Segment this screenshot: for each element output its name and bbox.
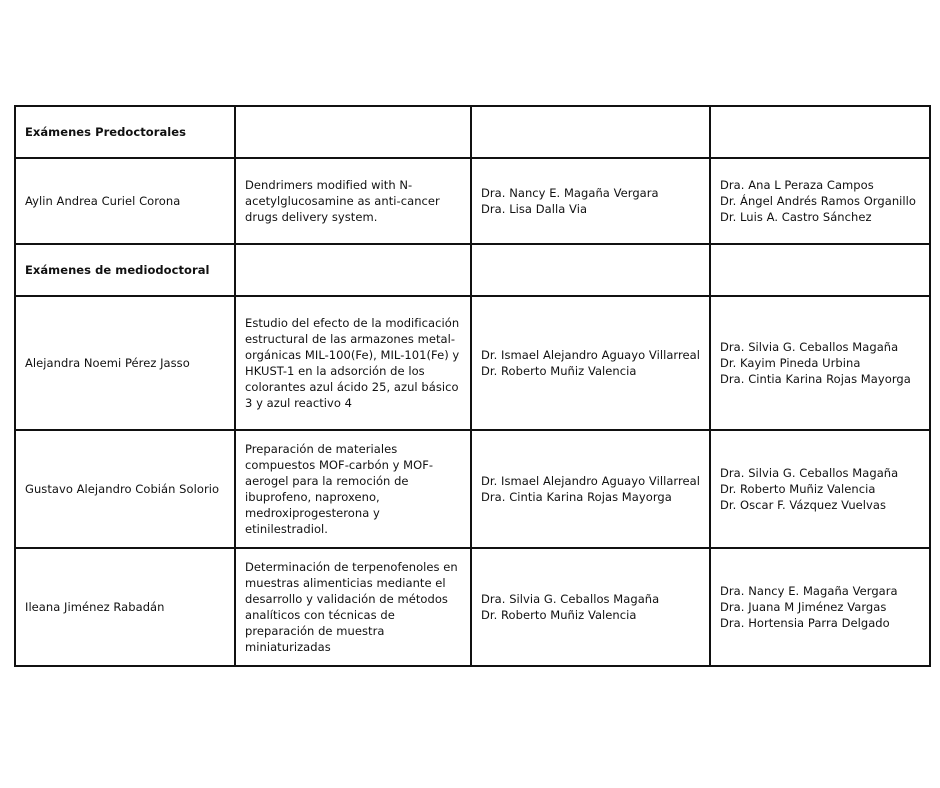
committee-cell [710,548,930,666]
committee-member: Dra. Juana M Jiménez Vargas [720,600,887,614]
committee-member: Dr. Ángel Andrés Ramos Organillo [720,194,916,208]
director-name: Dr. Roberto Muñiz Valencia [481,364,637,378]
director-name: Dra. Cintia Karina Rojas Mayorga [481,490,672,504]
section-heading: Exámenes de mediodoctoral [25,263,210,277]
empty-cell [710,106,930,158]
student-name: Aylin Andrea Curiel Corona [15,158,235,244]
student-name: Ileana Jiménez Rabadán [15,548,235,666]
directors-cell [471,430,710,548]
student-name: Alejandra Noemi Pérez Jasso [15,296,235,430]
section-heading-cell [15,244,235,296]
section-heading-cell [15,106,235,158]
director-name: Dr. Ismael Alejandro Aguayo Villarreal [481,348,700,362]
section-heading: Exámenes Predoctorales [25,125,187,139]
director-name: Dr. Ismael Alejandro Aguayo Villarreal [481,474,700,488]
empty-cell [235,106,471,158]
thesis-title: Dendrimers modified with N-acetylglucosamine as anti-cancer drugs delivery system. [235,158,471,244]
thesis-title: Preparación de materiales compuestos MOF-carbón y MOF-aerogel para la remoción de ibuprofeno, naproxeno, medroxiprogesterona y etinilestradiol. [235,430,471,548]
committee-member: Dr. Roberto Muñiz Valencia [720,482,876,496]
director-name: Dra. Lisa Dalla Via [481,202,588,216]
committee-member: Dra. Cintia Karina Rojas Mayorga [720,372,911,386]
section-row-mediodoctoral [15,244,930,296]
section-row-predoctorales [15,106,930,158]
committee-cell [710,296,930,430]
committee-member: Dra. Silvia G. Ceballos Magaña [720,340,899,354]
directors-cell [471,548,710,666]
committee-member: Dra. Silvia G. Ceballos Magaña [720,466,899,480]
committee-member: Dra. Ana L Peraza Campos [720,178,874,192]
empty-cell [235,244,471,296]
director-name: Dra. Silvia G. Ceballos Magaña [481,592,660,606]
committee-member: Dr. Oscar F. Vázquez Vuelvas [720,498,887,512]
committee-member: Dr. Luis A. Castro Sánchez [720,210,872,224]
directors-cell [471,158,710,244]
table-row [15,158,930,244]
table-row [15,548,930,666]
thesis-title: Estudio del efecto de la modificación estructural de las armazones metal-orgánicas MIL-100(Fe), MIL-101(Fe) y HKUST-1 en la adsorción de los colorantes azul ácido 25, azul básico 3 y azul reactivo 4 [235,296,471,430]
student-name: Gustavo Alejandro Cobián Solorio [15,430,235,548]
table-row [15,430,930,548]
committee-cell [710,430,930,548]
committee-member: Dra. Hortensia Parra Delgado [720,616,890,630]
directors-cell [471,296,710,430]
empty-cell [710,244,930,296]
empty-cell [471,244,710,296]
table-row [15,296,930,430]
committee-member: Dra. Nancy E. Magaña Vergara [720,584,898,598]
exams-table [14,105,931,667]
committee-cell [710,158,930,244]
director-name: Dr. Roberto Muñiz Valencia [481,608,637,622]
thesis-title: Determinación de terpenofenoles en muestras alimenticias mediante el desarrollo y validación de métodos analíticos con técnicas de preparación de muestra miniaturizadas [235,548,471,666]
director-name: Dra. Nancy E. Magaña Vergara [481,186,659,200]
empty-cell [471,106,710,158]
committee-member: Dr. Kayim Pineda Urbina [720,356,861,370]
